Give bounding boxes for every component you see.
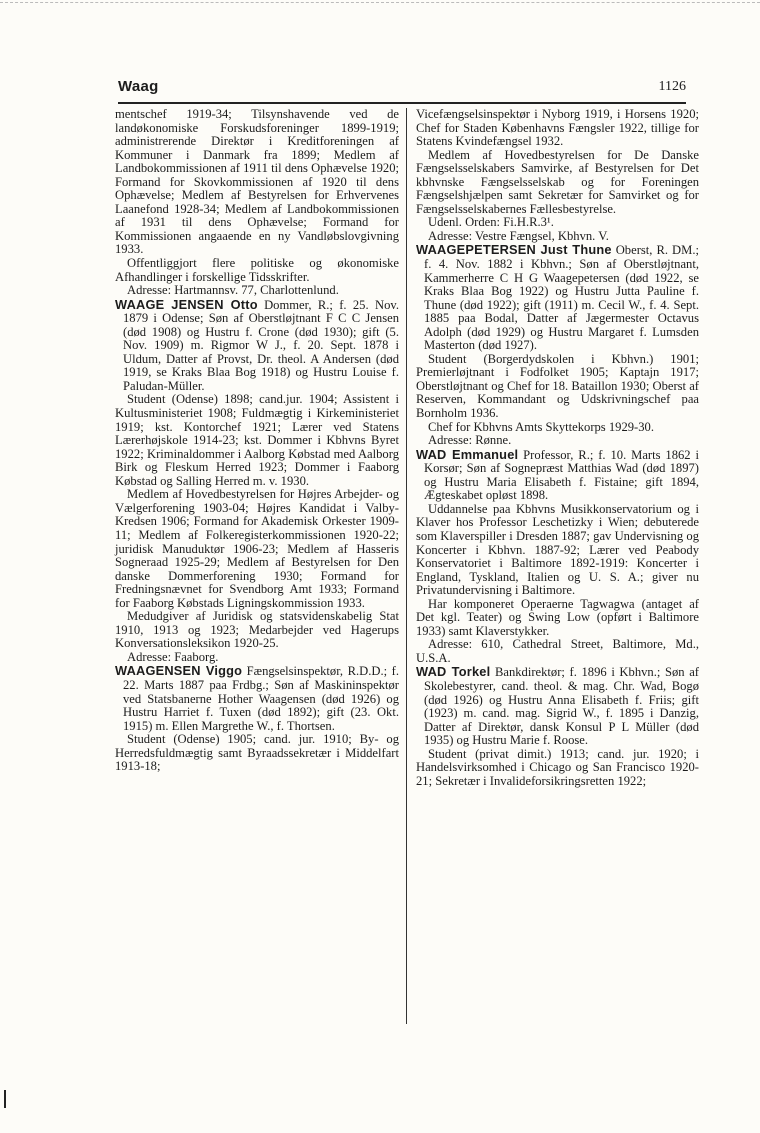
- address-paragraph: Adresse: Faaborg.: [127, 649, 219, 664]
- entry-name: WAAGEPETERSEN Just Thune: [416, 242, 612, 258]
- career-paragraph: Student (Odense) 1905; cand. jur. 1910; By- og Herredsfuldmægtig samt Byraadssekretær i Middelfart 1913-18;: [115, 732, 399, 774]
- entry-text: Dommer, R.; f. 25. Nov. 1879 i Odense; Søn af Oberstløjtnant F C C Jensen (død 1908) og Hustru f. Crone (død 1930); gift (5. Nov. 1909) m. Rigmor W J., f. 20. Sept. 1878 i Uldum, Datter af Provst, Dr. theol. A Andersen (død 1919, se Kraks Blaa Bog 1918) og Hustru Louise f. Paludan-Müller.: [123, 297, 399, 393]
- entry-name: WAAGENSEN Viggo: [115, 663, 243, 679]
- works-paragraph: Har komponeret Operaerne Tagwagwa (antaget af Det kgl. Teater) og Swing Low (opført i Baltimore 1933) samt Klaverstykker.: [416, 596, 699, 638]
- biography-entry: [416, 243, 699, 352]
- publications-paragraph: Medudgiver af Juridisk og statsvidenskabelig Stat 1910, 1913 og 1923; Medarbejder ved Hagerups Konversationsleksikon 1920-25.: [115, 609, 399, 651]
- left-column: [115, 108, 399, 774]
- scan-edge: [0, 2, 760, 3]
- biography-entry: [416, 448, 699, 503]
- entry-name: WAD Torkel: [416, 664, 491, 680]
- continued-paragraph: mentschef 1919-34; Tilsynshavende ved de landøkonomiske Forskudsforeninger 1899-1919; administrerende Direktør i Kreditforeningen af Kommuner i Danmark fra 1899; Medlem af Landbokommissionen af 1911 til dens Ophævelse 1920; Formand for Skovkommissionen af 1920 til dens Ophævelse; Medlem af Bestyrelsen for Erhvervenes Laanefond 1928-34; Medlem af Landbokommissionen af 1931 til dens Ophævelse; Formand for Kommissionen angaaende en ny Vandløbslovgivning 1933.: [115, 107, 399, 257]
- offices-paragraph: Chef for Kbhvns Amts Skyttekorps 1929-30.: [428, 419, 654, 434]
- entry-name: WAAGE JENSEN Otto: [115, 296, 258, 312]
- page-number: 1126: [658, 79, 686, 94]
- biography-entry: [115, 298, 399, 394]
- entry-text: Bankdirektør; f. 1896 i Kbhvn.; Søn af Skolebestyrer, cand. theol. & mag. Chr. Wad, Bogø (død 1926) og Hustru Anna Elisabeth f. Friis; gift (1923) m. cand. mag. Sigrid W., f. 1895 i Danzig, Datter af Direktør, dansk Konsul P L Müller (død 1935) og Hustru Marie f. Roose.: [424, 665, 699, 748]
- career-paragraph: Student (Borgerdydskolen i Kbhvn.) 1901; Premierløjtnant i Fodfolket 1905; Kaptajn 1917; Oberstløjtnant og Chef for 18. Bataillon 1930; Oberst af Reserven, Kommandant og Udskrivningschef paa Bornholm 1936.: [416, 351, 699, 421]
- address-paragraph: Adresse: Vestre Fængsel, Kbhvn. V.: [428, 228, 609, 243]
- address-paragraph: Adresse: Rønne.: [428, 433, 512, 448]
- address-paragraph: Adresse: 610, Cathedral Street, Baltimore, Md., U.S.A.: [416, 637, 699, 665]
- biography-entry: [416, 665, 699, 747]
- orders-paragraph: Udenl. Orden: Fi.H.R.3¹.: [428, 215, 554, 230]
- career-paragraph: Uddannelse paa Kbhvns Musikkonservatorium og i Klaver hos Professor Leschetizky i Wien; debuterede som Klaverspiller i Dresden 1887; gav Undervisning og Koncerter i Kbhvn. 1887-92; Lærer ved Peabody Konservatoriet i Baltimore 1892-1919: Koncerter i England, Tyskland, Italien og U. S. A.; giver nu Privatundervisning i Baltimore.: [416, 501, 699, 598]
- entry-text: Professor, R.; f. 10. Marts 1862 i Korsør; Søn af Sognepræst Matthias Wad (død 1897) og Hustru Maria Elisabeth f. Fistaine; gift 1894, Ægteskabet opløst 1898.: [424, 447, 699, 503]
- running-head-word: Waag: [118, 78, 159, 95]
- biography-entry: [115, 664, 399, 733]
- scan-edge-mark: [4, 1090, 6, 1108]
- entry-name: WAD Emmanuel: [416, 446, 519, 462]
- address-paragraph: Adresse: Hartmannsv. 77, Charlottenlund.: [127, 283, 339, 298]
- right-column: [416, 108, 699, 788]
- entry-text: Fængselsinspektør, R.D.D.; f. 22. Marts 1887 paa Frdbg.; Søn af Maskininspektør ved Statsbanerne Hother Waagensen (død 1926) og Hustru Harriet f. Tuxen (død 1892); gift (23. Okt. 1915) m. Ellen Margrethe W., f. Thortsen.: [123, 664, 399, 733]
- career-paragraph: Student (Odense) 1898; cand.jur. 1904; Assistent i Kultusministeriet 1908; Fuldmægtig i Kirkeministeriet 1919; kst. Kontorchef 1921; Lærer ved Statens Lærerhøjskole 1914-23; kst. Dommer i Kbhvns Byret 1922; Kriminaldommer i Aalborg Købstad med Aalborg Birk og Fleskum Herred 1923; Dommer i Faaborg Købstad og Salling Herred m. v. 1930.: [115, 392, 399, 488]
- page-header: [118, 78, 686, 104]
- column-divider: [406, 108, 407, 1024]
- entry-text: Oberst, R. DM.; f. 4. Nov. 1882 i Kbhvn.; Søn af Oberstløjtnant, Kammerherre C H G Waagepetersen (død 1922, se Kraks Blaa Bog 1922) og Hustru Jutta Pauline f. Thune (død 1922); gift (1911) m. Cecil W., f. 4. Sept. 1885 paa Bodal, Datter af Jægermester Octavus Adolph (død 1929) og Hustru Margaret f. Lumsden Masterton (død 1927).: [424, 243, 699, 353]
- offices-paragraph: Medlem af Hovedbestyrelsen for Højres Arbejder- og Vælgerforening 1903-04; Højres Kandidat i Valby-Kredsen 1906; Formand for Akademisk Orkester 1909-11; Medlem af Folkeregisterkommissionen 1920-22; juridisk Manuduktør 1906-23; Medlem af Hasseris Sogneraad 1925-29; Medlem af Bestyrelsen for Den danske Dommerforening 1930; Formand for Fredningsnævnet for Svendborg Amt 1933; Formand for Faaborg Købstads Ligningskommission 1933.: [115, 487, 399, 610]
- publications-paragraph: Offentliggjort flere politiske og økonomiske Afhandlinger i forskellige Tidsskrifter.: [115, 256, 399, 284]
- offices-paragraph: Medlem af Hovedbestyrelsen for De Danske Fængselsselskabers Samvirke, af Bestyrelsen for Det kbhvnske Fængselsselskab og for Foreningen Fængselshjælpen samt Sekretær for Samvirket og for Fængselsselskabernes Fællesbestyrelse.: [416, 147, 699, 216]
- continued-paragraph: Vicefængselsinspektør i Nyborg 1919, i Horsens 1920; Chef for Staden Københavns Fængsler 1922, tillige for Statens Kvindefængsel 1932.: [416, 107, 699, 149]
- career-paragraph: Student (privat dimit.) 1913; cand. jur. 1920; i Handelsvirksomhed i Chicago og San Francisco 1920-21; Sekretær i Invalideforsikringsretten 1922;: [416, 746, 699, 788]
